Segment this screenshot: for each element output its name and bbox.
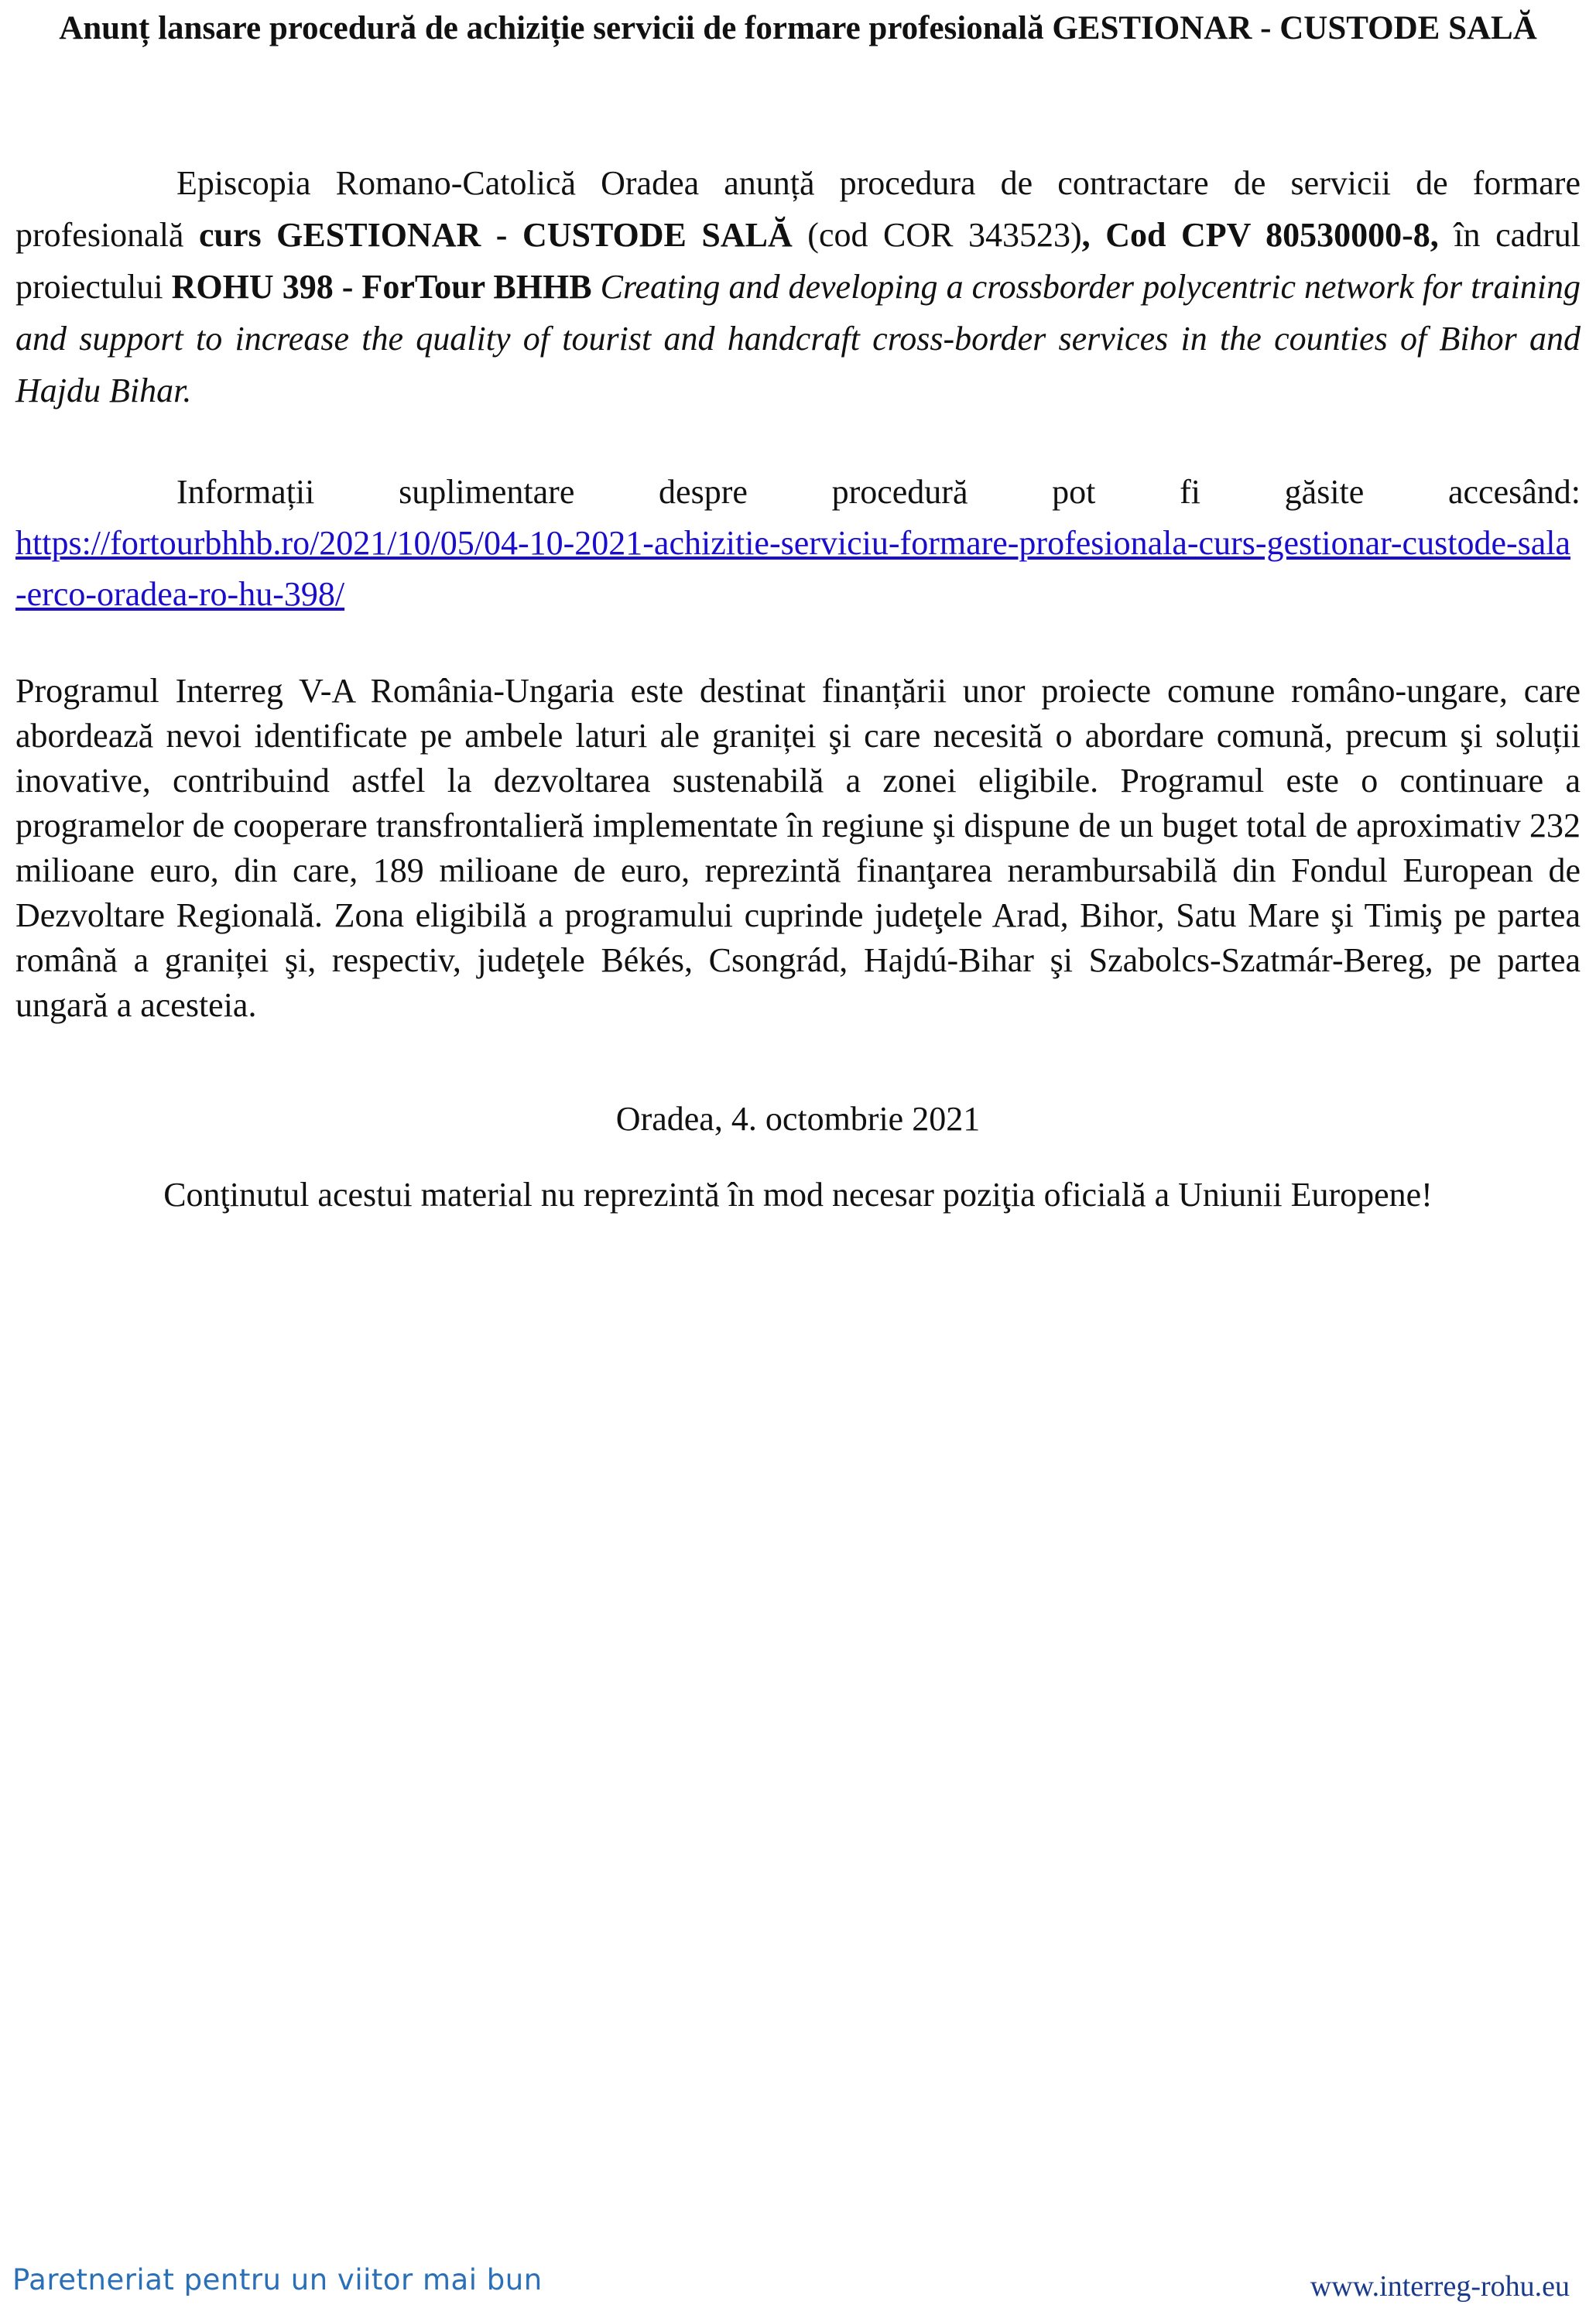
date-line: Oradea, 4. octombrie 2021 bbox=[615, 1100, 981, 1138]
course-name: curs GESTIONAR - CUSTODE SALĂ bbox=[199, 216, 793, 254]
footer-website: www.interreg-rohu.eu bbox=[1310, 2270, 1570, 2303]
procedure-announcement-paragraph bbox=[15, 157, 1581, 416]
cor-code: (cod COR 343523) bbox=[792, 216, 1082, 254]
announcement-space bbox=[592, 268, 601, 306]
project-description: Creating and developing a crossborder polycentric network for training and support to increase the quality of tourist and handcraft cross-border services in the counties of Bihor and Hajdu Bihar. bbox=[15, 268, 1581, 409]
eu-disclaimer: Conţinutul acestui material nu reprezintă în mod necesar poziţia oficială a Uniunii Europene! bbox=[163, 1176, 1433, 1214]
announcement-text-2: în cadrul proiectului bbox=[15, 216, 1581, 306]
procedure-link-line bbox=[15, 518, 1581, 620]
footer-slogan: Paretneriat pentru un viitor mai bun bbox=[12, 2263, 543, 2296]
additional-info-paragraph bbox=[15, 467, 1581, 518]
additional-info-text: Informații suplimentare despre procedură pot fi găsite accesând: bbox=[176, 473, 1581, 511]
cpv-code: , Cod CPV 80530000-8, bbox=[1081, 216, 1439, 254]
page-title: Anunț lansare procedură de achiziție servicii de formare profesională GESTIONAR - CUSTODE SALĂ bbox=[59, 10, 1537, 46]
announcement-text-1: Episcopia Romano-Catolică Oradea anunță procedura de contractare de servicii de formare profesională bbox=[15, 164, 1581, 254]
interreg-program-paragraph: Programul Interreg V-A România-Ungaria este destinat finanțării unor proiecte comune româno-ungare, care abordează nevoi identificate pe ambele laturi ale graniței şi care necesită o abordare comună, precum şi soluții inovative, contribuind astfel la dezvoltarea sustenabilă a zonei eligibile. Programul este o continuare a programelor de cooperare transfrontalieră implementate în regiune şi dispune de un buget total de aproximativ 232 milioane euro, din care, 189 milioane de euro, reprezintă finanţarea nerambursabilă din Fondul European de Dezvoltare Regională. Zona eligibilă a programului cuprinde judeţele Arad, Bihor, Satu Mare şi Timiş pe partea română a graniței şi, respectiv, judeţele Békés, Csongrád, Hajdú-Bihar şi Szabolcs-Szatmár-Bereg, pe partea ungară a acesteia. bbox=[15, 672, 1581, 1024]
procedure-link[interactable]: https://fortourbhhb.ro/2021/10/05/04-10-2021-achizitie-serviciu-formare-profesionala-curs-gestionar-custode-sala-erco-oradea-ro-hu-398/ bbox=[15, 524, 1571, 613]
project-code: ROHU 398 - ForTour BHHB bbox=[171, 268, 592, 306]
